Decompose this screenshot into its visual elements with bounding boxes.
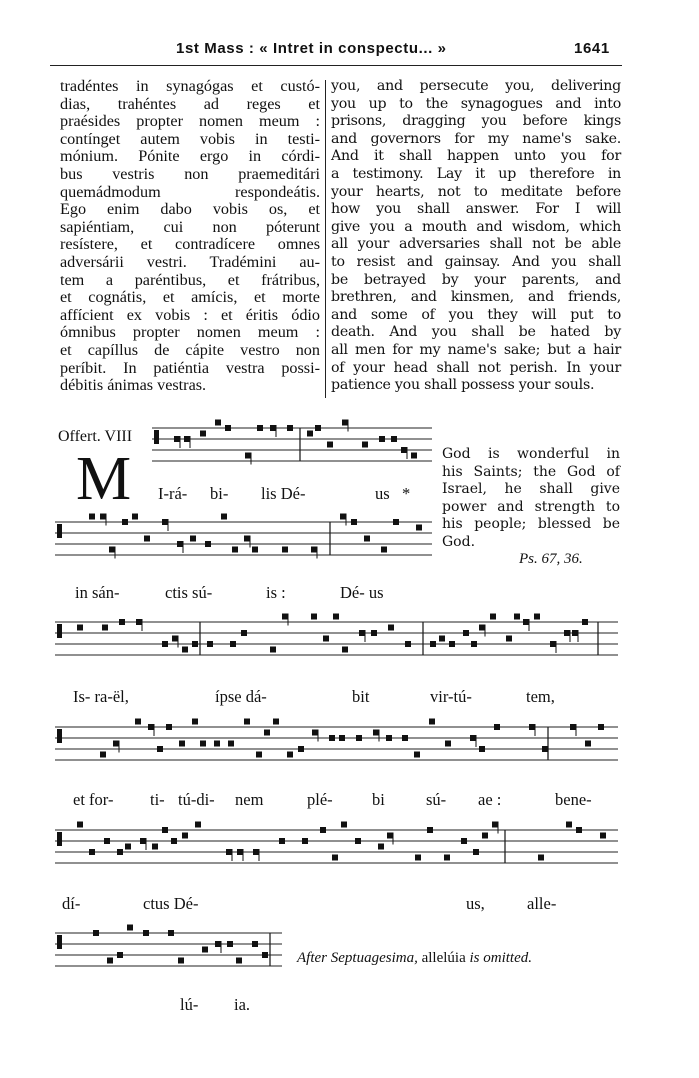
neume-note bbox=[192, 719, 198, 725]
text-line: Israel, he shall give bbox=[442, 481, 620, 497]
text-line: bus vestris non praemeditári bbox=[60, 164, 320, 183]
neume-note bbox=[264, 730, 270, 736]
neume-note bbox=[341, 822, 347, 828]
neume-note bbox=[340, 514, 346, 520]
text-line: your hearts, not to meditate before bbox=[331, 183, 621, 200]
neume-note bbox=[178, 958, 184, 964]
lyric-syllable: lú- bbox=[180, 995, 199, 1014]
neume-note bbox=[311, 614, 317, 620]
text-line: his people; blessed be bbox=[442, 516, 620, 532]
neume-note bbox=[445, 741, 451, 747]
neume-note bbox=[77, 625, 83, 631]
rubric bbox=[297, 950, 532, 967]
lyric-syllable: nem bbox=[235, 790, 264, 809]
neume-note bbox=[405, 641, 411, 647]
neume-note bbox=[171, 838, 177, 844]
clef-mark bbox=[57, 729, 62, 743]
neume-note bbox=[598, 724, 604, 730]
neume-note bbox=[427, 827, 433, 833]
neume-note bbox=[214, 741, 220, 747]
neume-note bbox=[401, 447, 407, 453]
neume-note bbox=[166, 724, 172, 730]
neume-note bbox=[132, 514, 138, 520]
neume-note bbox=[140, 838, 146, 844]
neume-note bbox=[333, 614, 339, 620]
neume-note bbox=[252, 941, 258, 947]
neume-note bbox=[371, 630, 377, 636]
neume-note bbox=[119, 619, 125, 625]
lyric-syllable: bit bbox=[352, 687, 370, 706]
neume-note bbox=[315, 425, 321, 431]
neume-note bbox=[174, 436, 180, 442]
text-line: you, and persecute you, delivering bbox=[331, 78, 621, 94]
neume-note bbox=[585, 741, 591, 747]
psalm-reference: Ps. 67, 36. bbox=[519, 551, 583, 567]
lyric-syllable: us bbox=[375, 484, 390, 503]
neume-note bbox=[494, 724, 500, 730]
text-line: et cognátis, et amícis, et morte bbox=[60, 288, 320, 307]
neume-note bbox=[576, 827, 582, 833]
neume-note bbox=[439, 636, 445, 642]
neume-note bbox=[402, 735, 408, 741]
neume-note bbox=[429, 719, 435, 725]
neume-note bbox=[287, 425, 293, 431]
staff bbox=[55, 614, 618, 656]
neume-note bbox=[136, 619, 142, 625]
neume-note bbox=[236, 958, 242, 964]
neume-note bbox=[205, 541, 211, 547]
neume-note bbox=[93, 930, 99, 936]
neume-note bbox=[302, 838, 308, 844]
neume-note bbox=[257, 425, 263, 431]
lyric-syllable: is : bbox=[266, 583, 286, 602]
neume-note bbox=[245, 453, 251, 459]
staff bbox=[55, 514, 432, 559]
lyric-syllable: us, bbox=[466, 894, 485, 913]
neume-note bbox=[471, 641, 477, 647]
neume-note bbox=[332, 855, 338, 861]
lyric-syllable: bi- bbox=[210, 484, 229, 503]
neume-note bbox=[144, 536, 150, 542]
text-line: how you shall answer. For I will bbox=[331, 201, 621, 218]
lyric-syllable: bene- bbox=[555, 790, 592, 809]
lyric-syllable: * bbox=[402, 484, 411, 503]
neume-note bbox=[490, 614, 496, 620]
lyric-syllable: ípse dá- bbox=[215, 687, 267, 706]
lyric-syllable: ctis sú- bbox=[165, 583, 213, 602]
neume-note bbox=[449, 641, 455, 647]
neume-note bbox=[237, 849, 243, 855]
neume-note bbox=[157, 746, 163, 752]
rubric-italic: is omitted. bbox=[469, 950, 532, 966]
neume-note bbox=[241, 630, 247, 636]
neume-note bbox=[195, 822, 201, 828]
neume-note bbox=[282, 614, 288, 620]
neume-note bbox=[190, 536, 196, 542]
text-line: dias, trahéntes ad reges et bbox=[60, 94, 320, 113]
neume-note bbox=[538, 855, 544, 861]
text-line: tem a paréntibus, et frátribus, bbox=[60, 270, 320, 289]
neume-note bbox=[215, 420, 221, 426]
text-line: adversárii vestri. Tradémini au- bbox=[60, 252, 320, 271]
staff bbox=[55, 925, 282, 967]
neume-note bbox=[168, 930, 174, 936]
neume-note bbox=[100, 752, 106, 758]
neume-note bbox=[307, 431, 313, 437]
lyric-syllable: plé- bbox=[307, 790, 333, 809]
neume-note bbox=[148, 724, 154, 730]
text-line: patience you shall possess your souls. bbox=[331, 377, 595, 394]
neume-note bbox=[323, 636, 329, 642]
lyric-syllable: alle- bbox=[527, 894, 557, 913]
neume-note bbox=[479, 746, 485, 752]
lyric-syllable: et for- bbox=[73, 790, 114, 809]
initial-letter: M bbox=[76, 445, 132, 513]
text-line: affícient ex vobis : et éritis ódio bbox=[60, 305, 320, 324]
neume-note bbox=[162, 519, 168, 525]
text-line: prisons, dragging you before kings bbox=[331, 113, 621, 130]
neume-note bbox=[514, 614, 520, 620]
text-line: his Saints; the God of bbox=[442, 463, 620, 480]
neume-note bbox=[215, 941, 221, 947]
text-line: and governors for my name's sake. bbox=[331, 130, 621, 147]
lyric-syllable: dí- bbox=[62, 894, 81, 913]
lyric-syllable: sú- bbox=[426, 790, 447, 809]
text-line: to resist and gainsay. And you shall bbox=[331, 253, 621, 270]
neume-note bbox=[117, 849, 123, 855]
neume-note bbox=[262, 952, 268, 958]
lyric-syllable: I-rá- bbox=[158, 484, 188, 503]
lyric-syllable: bi bbox=[372, 790, 385, 809]
neume-note bbox=[388, 625, 394, 631]
neume-note bbox=[104, 838, 110, 844]
neume-note bbox=[339, 735, 345, 741]
clef-mark bbox=[57, 624, 62, 638]
neume-note bbox=[135, 719, 141, 725]
neume-note bbox=[227, 941, 233, 947]
neume-note bbox=[534, 614, 540, 620]
neume-note bbox=[192, 641, 198, 647]
neume-note bbox=[230, 641, 236, 647]
neume-note bbox=[244, 536, 250, 542]
text-line: débitis ánimas vestras. bbox=[60, 376, 207, 395]
neume-note bbox=[172, 636, 178, 642]
text-line: all your adversaries shall not be able bbox=[331, 236, 621, 253]
neume-note bbox=[270, 425, 276, 431]
text-line: God. bbox=[442, 533, 476, 550]
neume-note bbox=[89, 514, 95, 520]
neume-note bbox=[107, 958, 113, 964]
staff bbox=[55, 719, 618, 761]
neume-note bbox=[362, 442, 368, 448]
neume-note bbox=[320, 827, 326, 833]
neume-note bbox=[444, 855, 450, 861]
neume-note bbox=[463, 630, 469, 636]
neume-note bbox=[270, 647, 276, 653]
neume-note bbox=[100, 514, 106, 520]
neume-note bbox=[253, 849, 259, 855]
lyric-syllable: vir-tú- bbox=[430, 687, 472, 706]
neume-note bbox=[570, 724, 576, 730]
lyric-syllable: lis Dé- bbox=[261, 484, 306, 503]
neume-note bbox=[329, 735, 335, 741]
neume-note bbox=[202, 947, 208, 953]
neume-note bbox=[342, 420, 348, 426]
neume-note bbox=[77, 822, 83, 828]
neume-note bbox=[342, 647, 348, 653]
lyric-syllable: ti- bbox=[150, 790, 165, 809]
neume-note bbox=[564, 630, 570, 636]
running-title: 1st Mass : « Intret in conspectu... » bbox=[176, 40, 447, 57]
neume-note bbox=[529, 724, 535, 730]
lyric-syllable: ctus Dé- bbox=[143, 894, 199, 913]
neume-note bbox=[122, 519, 128, 525]
text-line: quemádmodum respondeátis. bbox=[60, 182, 320, 201]
neume-note bbox=[207, 641, 213, 647]
text-line: Ego enim dabo vobis os, et bbox=[60, 200, 320, 219]
neume-note bbox=[89, 849, 95, 855]
text-line: tradéntes in synagógas et custó- bbox=[60, 77, 320, 95]
neume-note bbox=[221, 514, 227, 520]
neume-note bbox=[182, 647, 188, 653]
lyric-syllable: Dé- us bbox=[340, 583, 384, 602]
text-line: brethren, and kinsmen, and friends, bbox=[331, 289, 621, 306]
neume-note bbox=[416, 525, 422, 531]
offertory-label: Offert. VIII bbox=[58, 428, 133, 445]
text-line: a testimony. Lay it up therefore in bbox=[331, 165, 621, 182]
neume-note bbox=[117, 952, 123, 958]
neume-note bbox=[386, 735, 392, 741]
lyric-syllable: tem, bbox=[526, 687, 555, 706]
neume-note bbox=[379, 436, 385, 442]
neume-note bbox=[312, 730, 318, 736]
neume-note bbox=[232, 547, 238, 553]
neume-note bbox=[572, 630, 578, 636]
neume-note bbox=[387, 833, 393, 839]
neume-note bbox=[162, 641, 168, 647]
neume-note bbox=[415, 855, 421, 861]
text-line: sapiéntiam, cui non póterunt bbox=[60, 217, 320, 236]
lyric-syllable: tú-di- bbox=[178, 790, 215, 809]
neume-note bbox=[228, 741, 234, 747]
lyric-syllable: ae : bbox=[478, 790, 502, 809]
neume-note bbox=[600, 833, 606, 839]
neume-note bbox=[470, 735, 476, 741]
neume-note bbox=[359, 630, 365, 636]
neume-note bbox=[411, 453, 417, 459]
text-line: et capíllus de cápite vestro non bbox=[60, 340, 320, 359]
neume-note bbox=[479, 625, 485, 631]
neume-note bbox=[582, 619, 588, 625]
neume-note bbox=[506, 636, 512, 642]
clef-mark bbox=[57, 935, 62, 949]
neume-note bbox=[355, 838, 361, 844]
neume-note bbox=[182, 833, 188, 839]
neume-note bbox=[113, 741, 119, 747]
neume-note bbox=[550, 641, 556, 647]
page-number: 1641 bbox=[574, 40, 610, 57]
neume-note bbox=[473, 849, 479, 855]
neume-note bbox=[152, 844, 158, 850]
neume-note bbox=[287, 752, 293, 758]
neume-note bbox=[523, 619, 529, 625]
text-line: períbit. In patiéntia vestra possi- bbox=[60, 358, 320, 377]
clef-mark bbox=[57, 832, 62, 846]
text-line: And it shall happen unto you for bbox=[331, 148, 621, 165]
neume-note bbox=[351, 519, 357, 525]
lyric-syllable: in sán- bbox=[75, 583, 120, 602]
lyric-syllable: ia. bbox=[234, 995, 251, 1014]
neume-note bbox=[102, 625, 108, 631]
neume-note bbox=[177, 541, 183, 547]
neume-note bbox=[356, 735, 362, 741]
neume-note bbox=[482, 833, 488, 839]
text-line: all men for my name's sake; but a hair bbox=[331, 341, 621, 358]
neume-note bbox=[373, 730, 379, 736]
neume-note bbox=[127, 925, 133, 931]
text-line: ómnibus propter nomen meum : bbox=[60, 323, 320, 342]
rubric-roman: allelúia bbox=[417, 950, 470, 966]
neume-note bbox=[282, 547, 288, 553]
neume-note bbox=[200, 431, 206, 437]
lyric-syllable: Is- ra-ël, bbox=[73, 687, 129, 706]
text-line: give you a mouth and wisdom, which bbox=[331, 218, 621, 235]
neume-note bbox=[200, 741, 206, 747]
text-line: contínget autem vobis in testi- bbox=[60, 129, 320, 148]
neume-note bbox=[279, 838, 285, 844]
neume-note bbox=[430, 641, 436, 647]
neume-note bbox=[162, 827, 168, 833]
text-line: power and strength to bbox=[442, 498, 620, 515]
neume-note bbox=[225, 425, 231, 431]
neume-note bbox=[226, 849, 232, 855]
neume-note bbox=[566, 822, 572, 828]
text-line: death. And you shall be hated by bbox=[331, 324, 621, 341]
neume-note bbox=[244, 719, 250, 725]
text-line: and some of you they will put to bbox=[331, 306, 621, 323]
text-line: God is wonderful in bbox=[442, 446, 620, 462]
neume-note bbox=[492, 822, 498, 828]
neume-note bbox=[125, 844, 131, 850]
clef-mark bbox=[154, 430, 159, 444]
neume-note bbox=[298, 746, 304, 752]
neume-note bbox=[542, 746, 548, 752]
text-line: mónium. Pónite ergo in córdi- bbox=[60, 147, 320, 166]
neume-note bbox=[461, 838, 467, 844]
neume-note bbox=[378, 844, 384, 850]
neume-note bbox=[252, 547, 258, 553]
rubric-italic: After Septuagesima, bbox=[297, 950, 418, 966]
text-line: of your head shall not perish. In your bbox=[331, 359, 621, 376]
neume-note bbox=[381, 547, 387, 553]
staff bbox=[152, 420, 432, 465]
text-line: be betrayed by your parents, and bbox=[331, 271, 621, 288]
neume-note bbox=[364, 536, 370, 542]
text-line: you up to the synagogues and into bbox=[331, 95, 621, 112]
neume-note bbox=[109, 547, 115, 553]
neume-note bbox=[393, 519, 399, 525]
text-line: praésides propter nomen meum : bbox=[60, 112, 320, 131]
clef-mark bbox=[57, 524, 62, 538]
neume-note bbox=[391, 436, 397, 442]
neume-note bbox=[327, 442, 333, 448]
staff bbox=[55, 822, 618, 864]
neume-note bbox=[184, 436, 190, 442]
neume-note bbox=[414, 752, 420, 758]
text-line: resístere, et contradícere omnes bbox=[60, 235, 320, 254]
neume-note bbox=[143, 930, 149, 936]
neume-note bbox=[179, 741, 185, 747]
neume-note bbox=[256, 752, 262, 758]
neume-note bbox=[273, 719, 279, 725]
neume-note bbox=[311, 547, 317, 553]
